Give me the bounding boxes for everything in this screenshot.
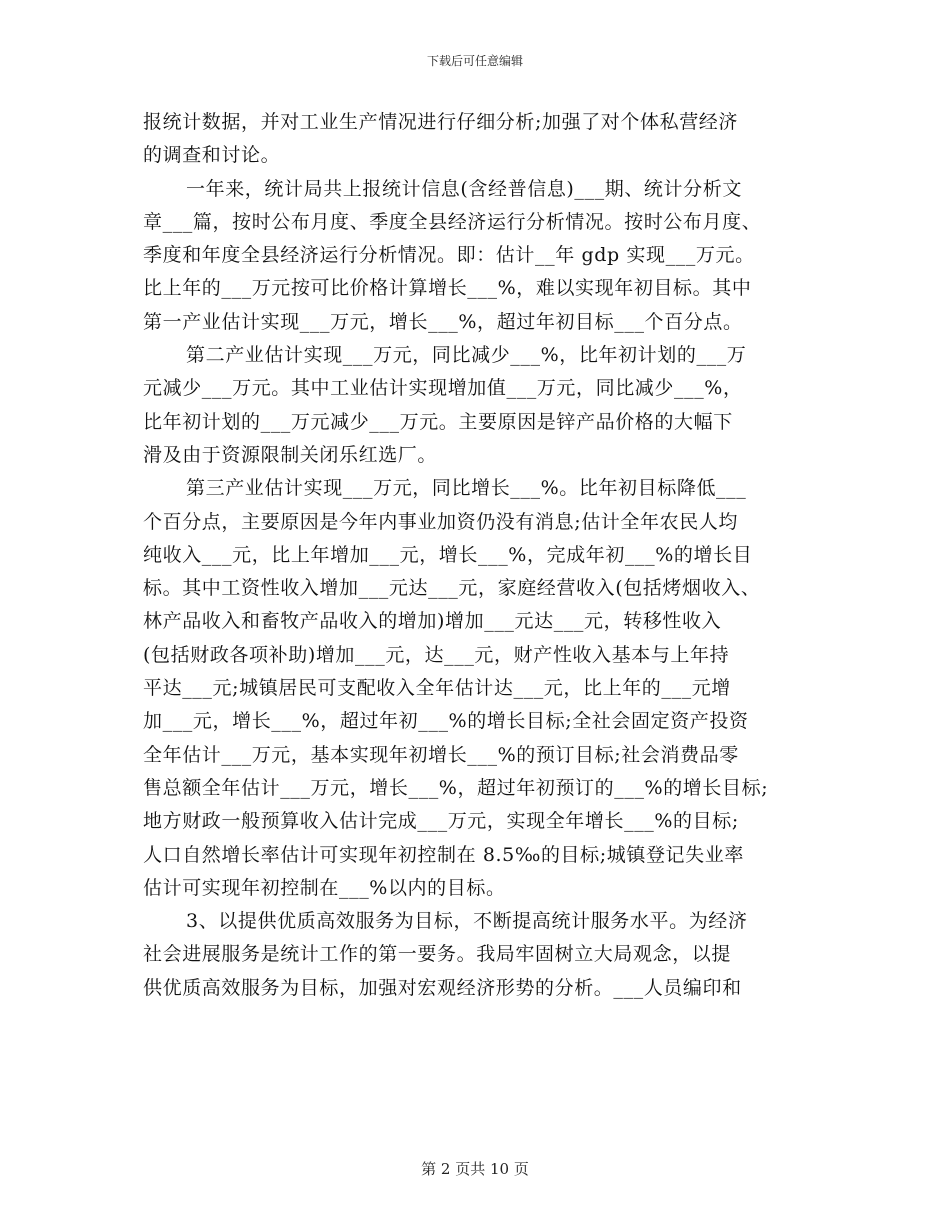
text-line: (包括财政各项补助)增加___元，达___元，财产性收入基本与上年持: [143, 643, 730, 666]
text-line: 比年初计划的___万元减少___万元。主要原因是锌产品价格的大幅下: [143, 410, 733, 433]
text-line: 章___篇，按时公布月度、季度全县经济运行分析情况。按时公布月度、: [143, 210, 762, 233]
text-line: 地方财政一般预算收入估计完成___万元，实现全年增长___%的目标;: [143, 810, 739, 833]
text-line: 估计可实现年初控制在___%以内的目标。: [143, 876, 506, 899]
text-line: 个百分点，主要原因是今年内事业加资仍没有消息;估计全年农民人均: [143, 510, 739, 533]
text-line: 的调查和讨论。: [143, 144, 281, 167]
text-line: 比上年的___万元按可比价格计算增长___%，难以实现年初目标。其中: [143, 277, 752, 300]
text-line: 售总额全年估计___万元，增长___%，超过年初预订的___%的增长目标;: [143, 776, 769, 799]
text-line: 社会进展服务是统计工作的第一要务。我局牢固树立大局观念，以提: [143, 943, 732, 966]
text-line: 纯收入___元，比上年增加___元，增长___%，完成年初___%的增长目: [143, 543, 753, 566]
text-line: 加___元，增长___%，超过年初___%的增长目标;全社会固定资产投资: [143, 710, 749, 733]
text-line: 季度和年度全县经济运行分析情况。即：估计__年 gdp 实现___万元。: [143, 244, 755, 267]
text-line: 3、以提供优质高效服务为目标，不断提高统计服务水平。为经济: [186, 910, 748, 933]
text-line: 全年估计___万元，基本实现年初增长___%的预订目标;社会消费品零: [143, 743, 739, 766]
text-line: 供优质高效服务为目标，加强对宏观经济形势的分析。___人员编印和: [143, 976, 742, 999]
text-line: 人口自然增长率估计可实现年初控制在 8.5‰的目标;城镇登记失业率: [143, 843, 744, 866]
document-body: [143, 106, 813, 1005]
text-line: 第二产业估计实现___万元，同比减少___%，比年初计划的___万: [186, 344, 747, 367]
text-line: 一年来，统计局共上报统计信息(含经普信息)___期、统计分析文: [186, 177, 742, 200]
text-line: 第一产业估计实现___万元，增长___%，超过年初目标___个百分点。: [143, 310, 743, 333]
text-line: 平达___元;城镇居民可支配收入全年估计达___元，比上年的___元增: [143, 677, 731, 700]
page-footer: 第 2 页共 10 页: [421, 1160, 529, 1178]
text-line: 林产品收入和畜牧产品收入的增加)增加___元达___元，转移性收入: [143, 610, 722, 633]
text-line: 标。其中工资性收入增加___元达___元，家庭经营收入(包括烤烟收入、: [143, 577, 761, 600]
text-line: 报统计数据，并对工业生产情况进行仔细分析;加强了对个体私营经济: [143, 111, 739, 133]
text-line: 元减少___万元。其中工业估计实现增加值___万元，同比减少___%，: [143, 377, 743, 400]
text-line: 第三产业估计实现___万元，同比增长___%。比年初目标降低___: [186, 477, 747, 500]
text-line: 滑及由于资源限制关闭乐红选厂。: [143, 443, 438, 466]
page-header: 下载后可任意编辑: [426, 54, 523, 68]
